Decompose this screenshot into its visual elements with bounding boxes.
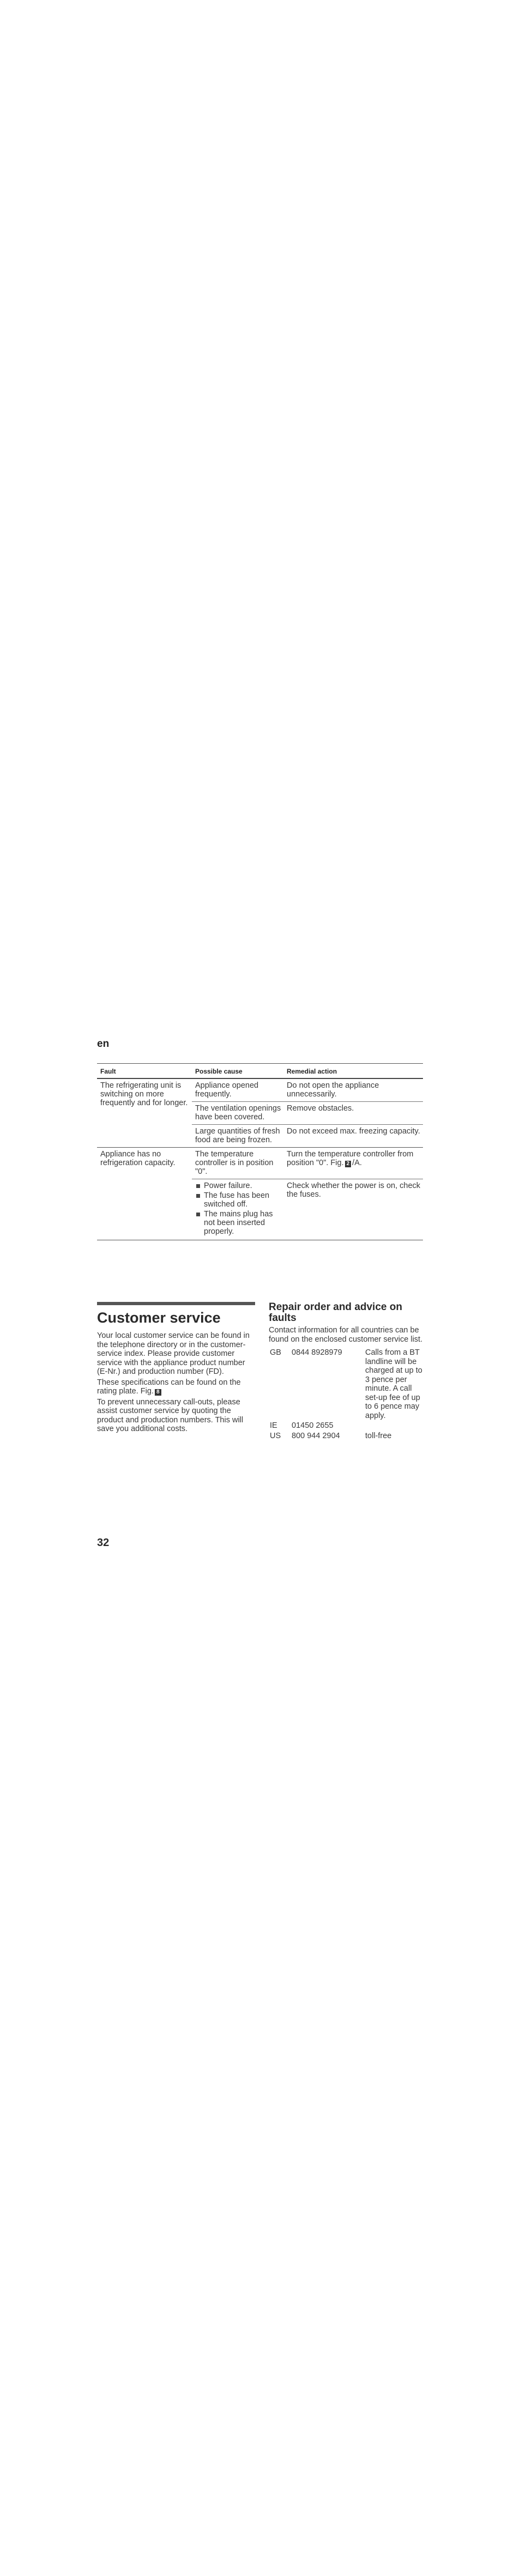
list-item-text: The fuse has been switched off. xyxy=(204,1191,270,1209)
header-remedial-action: Remedial action xyxy=(287,1068,337,1075)
table-row xyxy=(192,1079,423,1102)
fault-group xyxy=(97,1148,423,1240)
country-code: IE xyxy=(270,1421,277,1430)
page-number: 32 xyxy=(97,1537,110,1549)
phone-number: 800 944 2904 xyxy=(292,1431,340,1440)
fault-text: Appliance has no refrigeration capacity. xyxy=(100,1150,176,1167)
action-text: Do not open the appliance unnecessarily. xyxy=(287,1081,379,1099)
list-item-text: Power failure. xyxy=(204,1181,252,1190)
figure-reference-badge: 8 xyxy=(155,1389,161,1396)
bullet-square-icon xyxy=(196,1184,200,1188)
language-tag: en xyxy=(97,1038,110,1050)
fault-group xyxy=(97,1079,423,1148)
table-row xyxy=(192,1179,423,1240)
repair-intro: Contact information for all countries can be found on the enclosed customer service list. xyxy=(269,1326,423,1344)
customer-service-paragraph: To prevent unnecessary call-outs, please assist customer service by quoting the product and production numbers. This will save you additional costs. xyxy=(97,1397,244,1433)
action-text-part: /A. xyxy=(352,1159,362,1167)
fault-table xyxy=(97,1063,423,1240)
contact-list xyxy=(269,1348,423,1440)
customer-service-paragraph xyxy=(97,1378,255,1396)
bullet-square-icon xyxy=(196,1213,200,1216)
action-text xyxy=(283,1150,423,1176)
action-text-part: Turn the temperature controller from position "0". Fig. xyxy=(287,1150,414,1167)
cause-text: The temperature controller is in position "0". xyxy=(195,1150,274,1176)
action-text: Remove obstacles. xyxy=(287,1104,354,1113)
country-code: GB xyxy=(270,1348,281,1357)
contact-row xyxy=(269,1348,423,1420)
phone-number: 0844 8928979 xyxy=(292,1348,342,1357)
table-row xyxy=(192,1148,423,1179)
paragraph-text: These specifications can be found on the rating plate. Fig. xyxy=(97,1378,241,1396)
contact-note: Calls from a BT landline will be charged at up to 3 pence per minute. A call set-up fee of up to 6 pence may apply. xyxy=(365,1348,422,1420)
phone-number: 01450 2655 xyxy=(292,1421,334,1430)
contact-row xyxy=(269,1421,423,1431)
contact-row xyxy=(269,1432,423,1441)
action-text: Do not exceed max. freezing capacity. xyxy=(287,1127,420,1136)
cause-list xyxy=(192,1181,283,1237)
action-text: Check whether the power is on, check the fuses. xyxy=(287,1181,421,1199)
table-header xyxy=(97,1064,423,1079)
customer-service-section xyxy=(97,1302,255,1435)
table-row xyxy=(192,1102,423,1125)
header-fault: Fault xyxy=(100,1068,116,1075)
bullet-square-icon xyxy=(196,1194,200,1198)
list-item-text: The mains plug has not been inserted properly. xyxy=(204,1210,273,1236)
cause-text: The ventilation openings have been covered. xyxy=(195,1104,281,1122)
repair-section xyxy=(269,1302,423,1441)
cause-text: Large quantities of fresh food are being frozen. xyxy=(195,1127,280,1144)
cause-text: Appliance opened frequently. xyxy=(195,1081,259,1099)
contact-note: toll-free xyxy=(365,1431,392,1440)
table-row xyxy=(192,1125,423,1147)
list-item xyxy=(195,1181,283,1190)
header-possible-cause: Possible cause xyxy=(195,1068,243,1075)
repair-title: Repair order and advice on faults xyxy=(269,1301,402,1324)
figure-reference-badge: 2 xyxy=(345,1161,352,1167)
customer-service-title: Customer service xyxy=(97,1310,221,1326)
fault-text: The refrigerating unit is switching on more frequently and for longer. xyxy=(100,1081,188,1107)
country-code: US xyxy=(270,1431,281,1440)
contact-note xyxy=(365,1421,423,1431)
customer-service-paragraph: Your local customer service can be found in the telephone directory or in the customer-service index. Please provide customer service with the appliance product number (E-Nr.) and production number (FD). xyxy=(97,1331,250,1376)
list-item xyxy=(195,1191,283,1209)
list-item xyxy=(195,1210,283,1236)
